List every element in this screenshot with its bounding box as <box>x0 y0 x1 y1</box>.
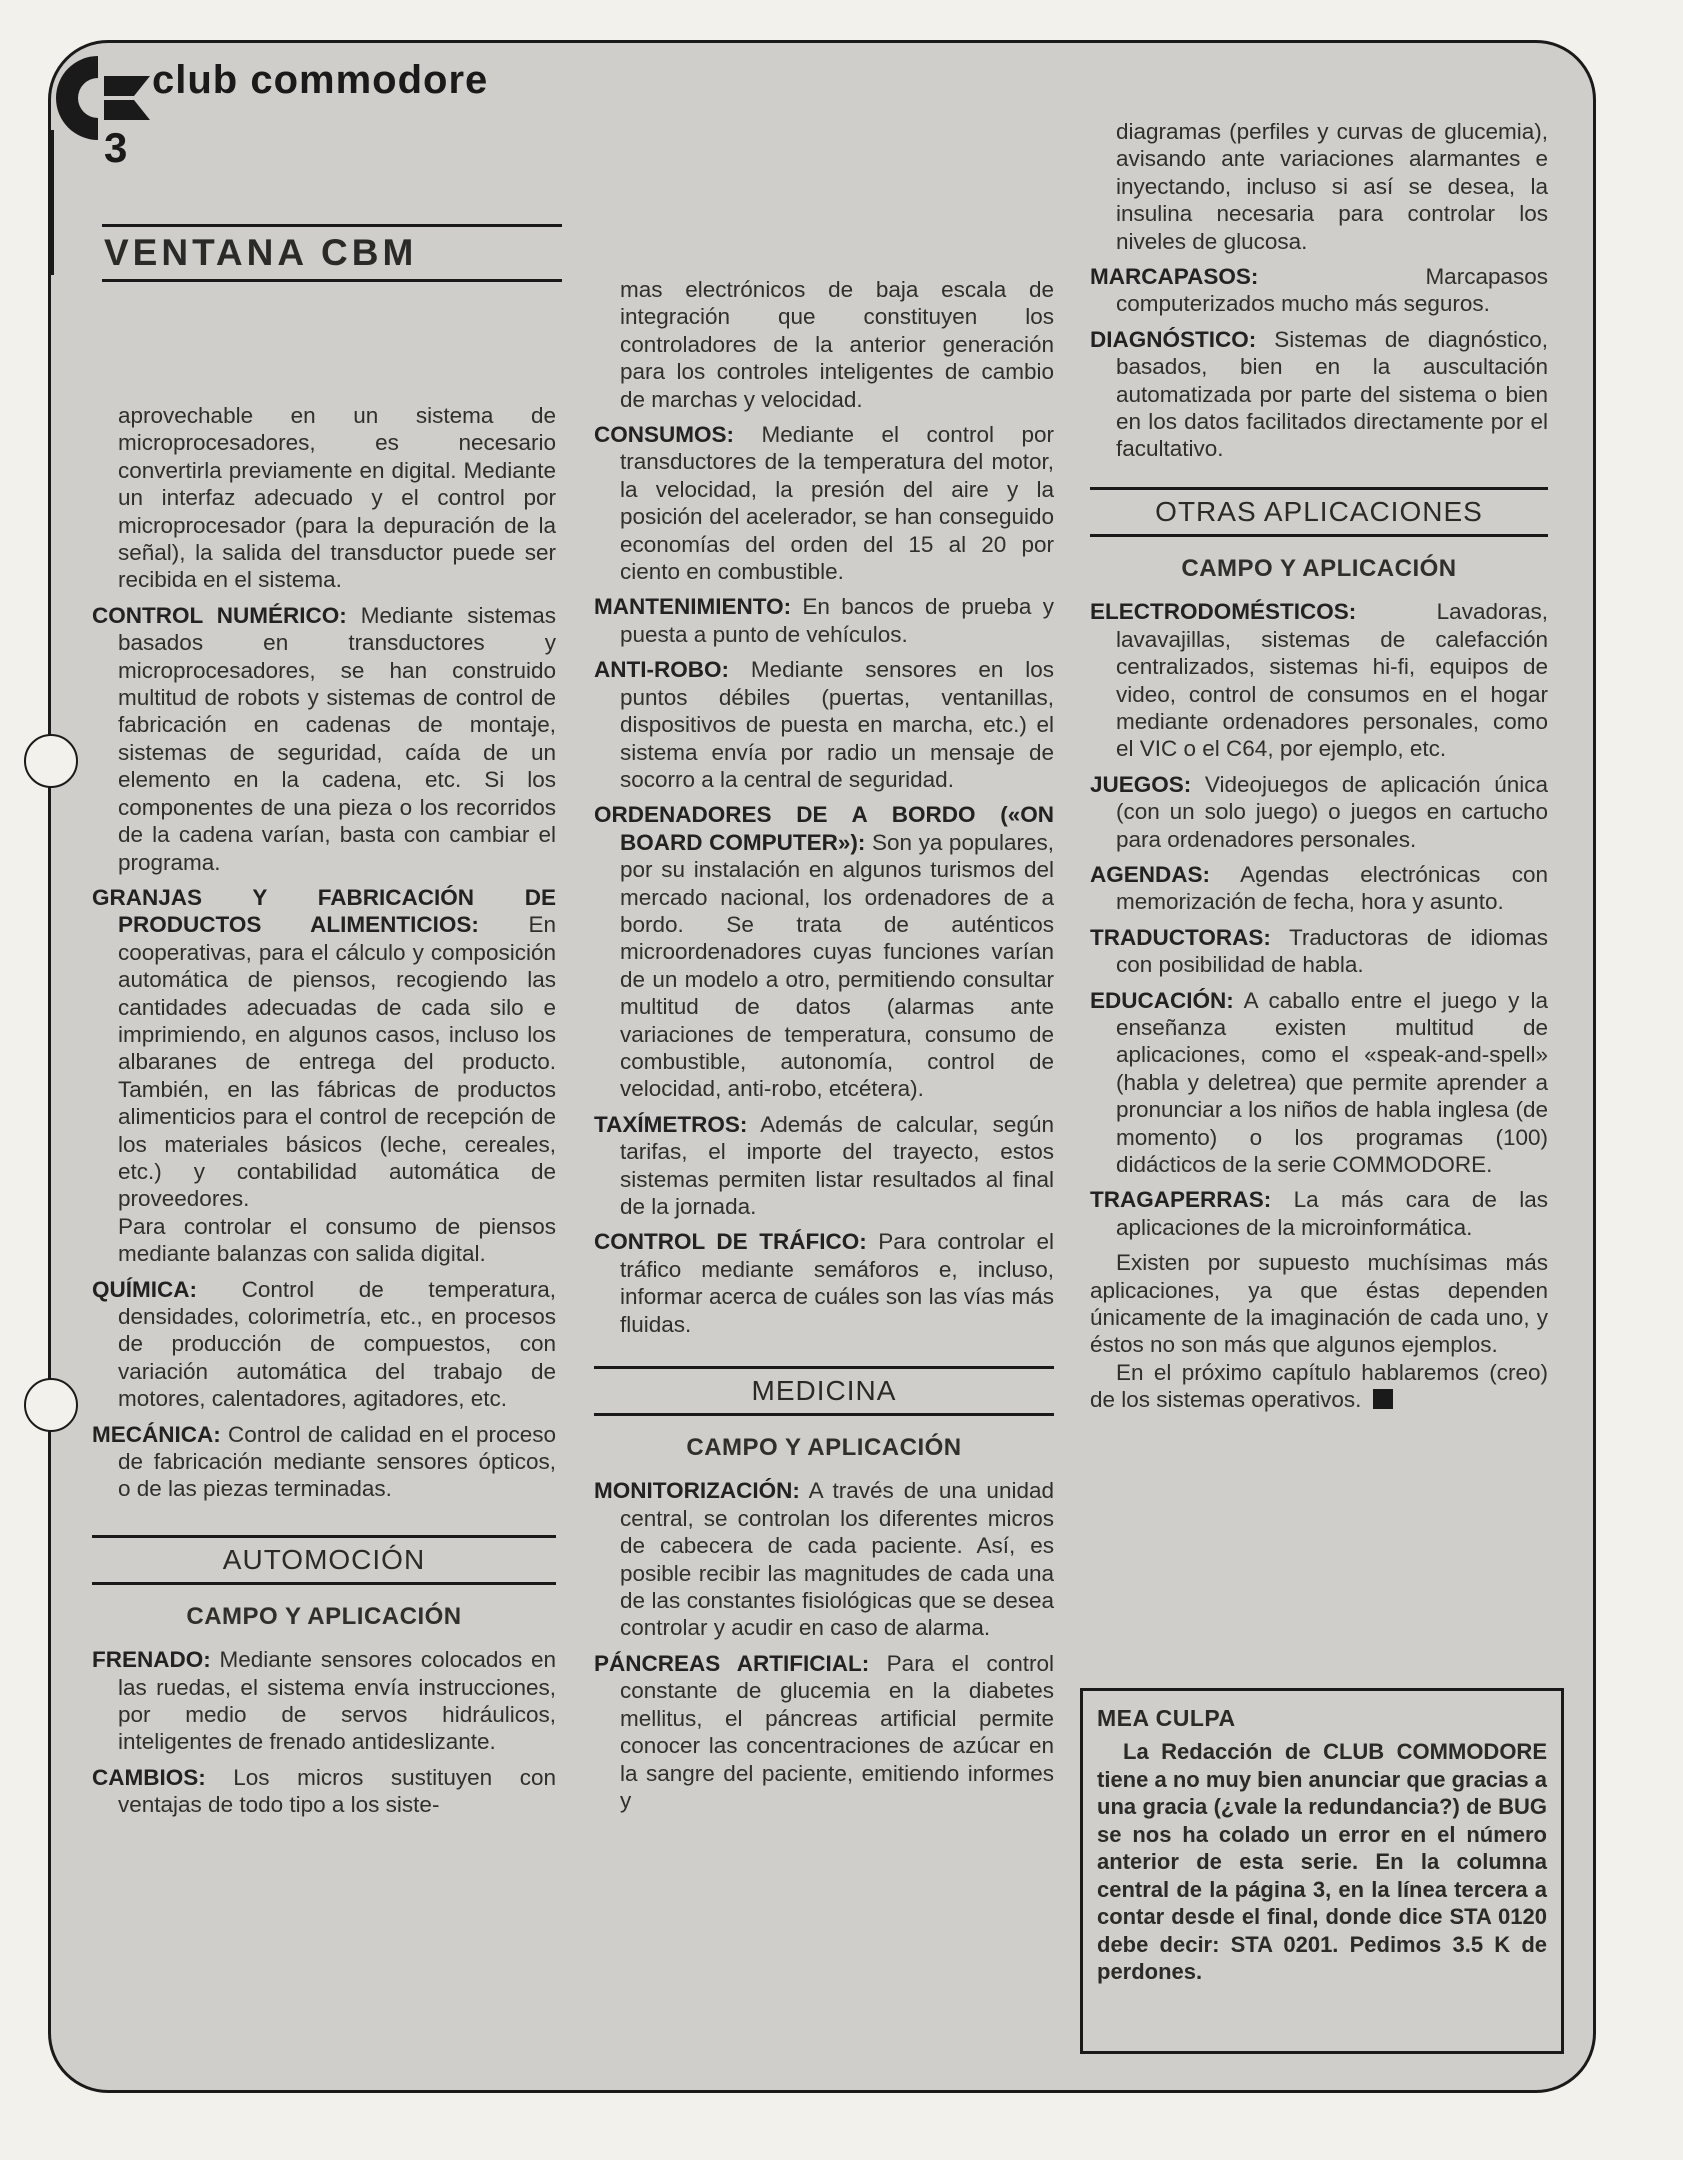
item-text: Lavadoras, lavavajillas, sistemas de calefacción centralizados, sistemas hi-fi, equipos de video, control de consumos en el hogar mediante ordenadores personales, como el VIC o el C64, por ejemplo, etc. <box>1116 599 1548 762</box>
closing-text: En el próximo capítulo hablaremos (creo) de los sistemas operativos. <box>1090 1359 1548 1413</box>
item-text: Mediante sensores colocados en las ruedas, el sistema envía instrucciones, por medio de servos hidráulicos, inteligentes de frenado antideslizante. <box>118 1647 556 1755</box>
campo-heading: CAMPO Y APLICACIÓN <box>1181 554 1457 582</box>
header-rule <box>50 130 54 275</box>
item-term: GRANJAS Y FABRICACIÓN DE PRODUCTOS ALIMENTICIOS: <box>92 884 556 938</box>
page-number: 3 <box>104 124 128 171</box>
item-term: PÁNCREAS ARTIFICIAL: <box>594 1650 870 1676</box>
list-item <box>594 421 1054 585</box>
list-item <box>594 593 1054 648</box>
item-text: Traductoras de idiomas con posibilidad de habla. <box>1116 924 1548 978</box>
item-term: ANTI-ROBO: <box>594 657 729 683</box>
item-term: QUÍMICA: <box>92 1276 197 1302</box>
item-text: Son ya populares, por su instalación en algunos turismos del mercado nacional, los ordenadores de a bordo. Se trata de auténticos microordenadores cuyas funciones varían de un modelo a otro, permitiendo consultar multitud de datos (alarmas ante variaciones de temperatura, consumo de combustible, autonomía, control de velocidad, anti-robo, etcétera). <box>620 829 1054 1102</box>
list-item <box>1090 326 1548 463</box>
subsection-heading-medicina: MEDICINA <box>594 1366 1054 1416</box>
section-title: VENTANA CBM <box>102 224 562 282</box>
item-term: MARCAPASOS: <box>1090 264 1259 290</box>
item-term: DIAGNÓSTICO: <box>1090 326 1257 352</box>
item-text: Sistemas de diagnóstico, basados, bien en la auscultación automatizada por parte del sistema o bien en los datos facilitados directamente por el facultativo. <box>1116 326 1548 462</box>
list-item <box>92 1646 556 1756</box>
subsection-heading-otras-aplicaciones: OTRAS APLICACIONES <box>1090 487 1548 537</box>
item-text: En cooperativas, para el cálculo y composición automática de piensos, recogiendo las cantidades adecuadas de cada silo e imprimiendo, en algunos casos, incluso los albaranes de entrega del producto. También, en las fábricas de productos alimenticios para el control de recepción de los materiales básicos (leche, cereales, etc.) y contabilidad automática de proveedores. <box>118 912 556 1212</box>
list-item <box>1090 771 1548 853</box>
item-term: CONTROL DE TRÁFICO: <box>594 1229 867 1255</box>
item-text: En bancos de prueba y puesta a punto de vehículos. <box>620 594 1054 647</box>
list-item <box>92 1276 556 1413</box>
item-text: Para el control constante de glucemia en la diabetes mellitus, el páncreas artificial permite conocer las concentraciones de azúcar en la sangre del paciente, emitiendo informes y <box>620 1650 1055 1813</box>
closing-paragraph: Existen por supuesto muchísimas más aplicaciones, ya que éstas dependen únicamente de la imaginación de cada uno, y éstos no son más que algunos ejemplos. <box>1090 1250 1548 1358</box>
commodore-logo <box>52 52 152 144</box>
item-term: AGENDAS: <box>1090 861 1211 887</box>
item-term: CONSUMOS: <box>594 422 734 448</box>
item-term: ORDENADORES DE A BORDO («ON BOARD COMPUTER»): <box>594 802 1054 855</box>
item-text: A través de una unidad central, se controlan los diferentes micros de cabecera de cada paciente. Así, es posible recibir las magnitudes de cada una de las constantes fisiológicas que se desea controlar y acudir en caso de alarma. <box>620 1478 1054 1641</box>
item-text: Videojuegos de aplicación única (con un solo juego) o juegos en cartucho para ordenadores personales. <box>1116 771 1548 852</box>
list-item <box>1090 861 1548 916</box>
item-term: TRAGAPERRAS: <box>1090 1187 1272 1213</box>
col1-intro: aprovechable en un sistema de microprocesadores, es necesario convertirla previamente en digital. Mediante un interfaz adecuado y el control por microprocesador (para la depuración de la señal), la salida del transductor puede ser recibida en el sistema. <box>118 403 556 593</box>
item-term: TRADUCTORAS: <box>1090 924 1271 950</box>
item-text: Agendas electrónicas con memorización de fecha, hora y asunto. <box>1116 861 1548 915</box>
item-text: Control de calidad en el proceso de fabricación mediante sensores ópticos, o de las piezas terminadas. <box>118 1421 556 1502</box>
col3-intro: diagramas (perfiles y curvas de glucemia), avisando ante variaciones alarmantes e inyectando, incluso si así se desea, la insulina necesaria para controlar los niveles de glucosa. <box>1116 119 1548 254</box>
item-term: MONITORIZACIÓN: <box>594 1478 800 1504</box>
item-text: Control de temperatura, densidades, colorimetría, etc., en procesos de producción de compuestos, con variación automática del trabajo de motores, calentadores, agitadores, etc. <box>118 1276 556 1412</box>
list-item <box>92 1421 556 1503</box>
end-of-article-square <box>1373 1389 1393 1409</box>
list-item <box>594 1650 1054 1814</box>
item-text: Los micros sustituyen con ventajas de todo tipo a los siste- <box>118 1764 556 1818</box>
list-item <box>594 1477 1054 1641</box>
list-item <box>1090 1186 1548 1241</box>
list-item <box>92 1213 556 1268</box>
subsection-heading-automocion: AUTOMOCIÓN <box>92 1535 556 1585</box>
mea-culpa-box <box>1080 1688 1564 2054</box>
mea-culpa-body: La Redacción de CLUB COMMODORE tiene a no muy bien anunciar que gracias a una gracia (¿vale la redundancia?) de BUG se nos ha colado un error en el número anterior de esta serie. En la columna central de la página 3, en la línea tercera a contar desde el final, donde dice STA 0120 debe decir: STA 0201. Pedimos 3.5 K de perdones. <box>1097 1739 1547 1984</box>
item-text: Para controlar el consumo de piensos mediante balanzas con salida digital. <box>118 1213 556 1267</box>
item-text: Marcapasos computerizados mucho más seguros. <box>1116 264 1548 317</box>
list-item <box>92 884 556 1213</box>
col2-intro: mas electrónicos de baja escala de integración que constituyen los controladores de la anterior generación para los controles inteligentes de cambio de marchas y velocidad. <box>620 277 1054 412</box>
list-item <box>92 1764 556 1819</box>
campo-heading: CAMPO Y APLICACIÓN <box>686 1434 962 1462</box>
list-item <box>1090 924 1548 979</box>
item-term: EDUCACIÓN: <box>1090 987 1234 1013</box>
item-term: FRENADO: <box>92 1647 211 1673</box>
column-3 <box>1090 118 1548 1414</box>
list-item <box>1090 598 1548 762</box>
punch-hole-lower <box>24 1378 78 1432</box>
list-item <box>594 1111 1054 1221</box>
item-text: Mediante sistemas basados en transductores y microprocesadores, se han construido multitud de robots y sistemas de control de fabricación en cadenas de montaje, sistemas de seguridad, caída de un elemento en la cadena, etc. Si los componentes de una pieza o los recorridos de la cadena varían, basta con cambiar el programa. <box>118 602 556 875</box>
item-text: Para controlar el tráfico mediante semáforos e, incluso, informar acerca de cuáles son las vías más fluidas. <box>620 1229 1054 1337</box>
item-term: CAMBIOS: <box>92 1764 206 1790</box>
list-item <box>594 656 1054 793</box>
column-1 <box>92 402 556 1827</box>
list-item <box>594 1228 1054 1338</box>
item-term: TAXÍMETROS: <box>594 1111 748 1137</box>
closing-paragraph-final <box>1090 1359 1548 1414</box>
campo-heading: CAMPO Y APLICACIÓN <box>186 1602 462 1630</box>
item-term: MANTENIMIENTO: <box>594 594 792 620</box>
list-item <box>92 602 556 876</box>
list-item <box>594 801 1054 1102</box>
item-text: A caballo entre el juego y la enseñanza existen multitud de aplicaciones, como el «speak-and-spell» (habla y deletrea) que permite aprender a pronunciar a los niños de habla inglesa (de momento) o los programas (100) didácticos de la serie COMMODORE. <box>1116 987 1548 1177</box>
item-text: La más cara de las aplicaciones de la microinformática. <box>1116 1187 1548 1240</box>
column-2 <box>594 276 1054 1822</box>
magazine-title: club commodore <box>152 58 489 102</box>
item-term: MECÁNICA: <box>92 1421 221 1447</box>
list-item <box>1090 263 1548 318</box>
item-term: ELECTRODOMÉSTICOS: <box>1090 599 1357 625</box>
punch-hole-upper <box>24 734 78 788</box>
item-term: CONTROL NUMÉRICO: <box>92 602 347 628</box>
item-text: Además de calcular, según tarifas, el importe del trayecto, estos sistemas permiten listar resultados al final de la jornada. <box>620 1111 1054 1219</box>
item-text: Mediante el control por transductores de la temperatura del motor, la velocidad, la presión del aire y la posición del acelerador, se han conseguido economías del orden del 15 al 20 por ciento en combustible. <box>620 422 1054 585</box>
mea-culpa-title: MEA CULPA <box>1097 1705 1236 1731</box>
item-text: Mediante sensores en los puntos débiles (puertas, ventanillas, dispositivos de puesta en marcha, etc.) el sistema envía por radio un mensaje de socorro a la central de seguridad. <box>620 657 1054 792</box>
list-item <box>1090 987 1548 1179</box>
item-term: JUEGOS: <box>1090 771 1192 797</box>
